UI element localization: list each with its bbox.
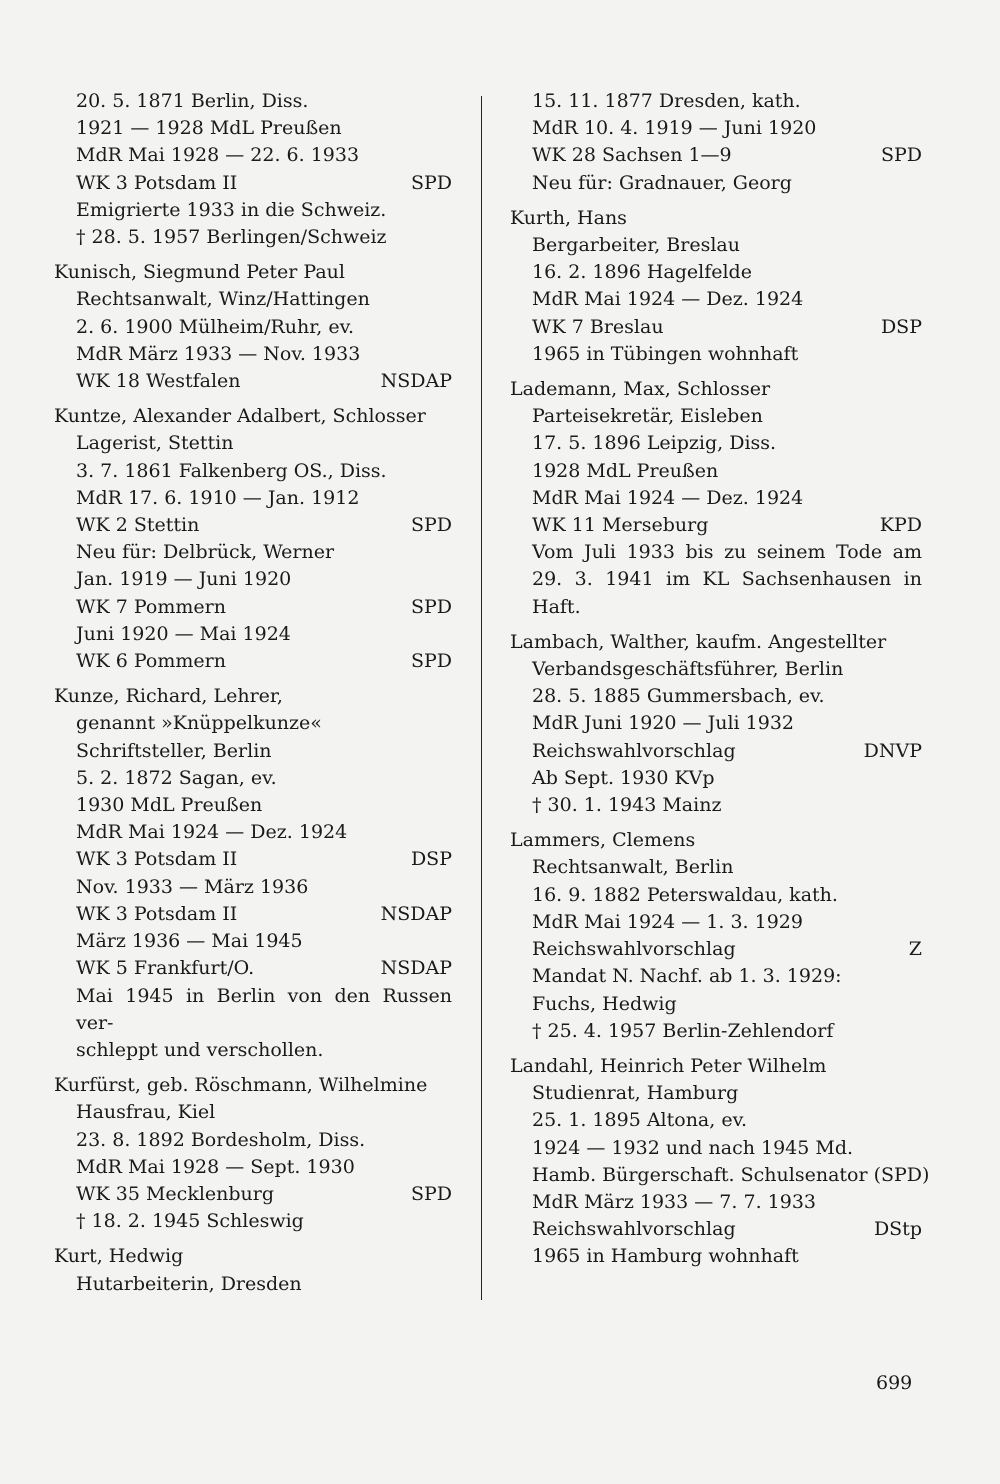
entry-detail-line [510, 88, 922, 115]
entry-detail-line [510, 991, 922, 1018]
entry-detail-line [54, 314, 452, 341]
party-label: SPD [880, 144, 922, 167]
line-text: März 1936 — Mai 1945 [76, 930, 303, 953]
entry-detail-line [54, 983, 452, 1037]
line-text: Mai 1945 in Berlin von den Russen ver- [76, 984, 452, 1034]
line-text: 16. 2. 1896 Hagelfelde [532, 261, 752, 284]
line-text: Rechtsanwalt, Berlin [532, 856, 734, 879]
entry-detail-line [510, 1080, 922, 1107]
line-text: WK 35 Mecklenburg [76, 1182, 275, 1205]
line-text: Schriftsteller, Berlin [76, 739, 272, 762]
party-label: Z [908, 938, 922, 961]
entry-name-line [54, 683, 452, 710]
entry-detail-line [510, 1162, 930, 1189]
entry-detail-line [54, 197, 452, 224]
line-text: schleppt und verschollen. [76, 1038, 324, 1061]
entry-detail-line [510, 341, 922, 368]
line-text: Parteisekretär, Eisleben [532, 405, 763, 428]
line-text: Lademann, Max, Schlosser [510, 378, 771, 401]
entry-detail-line [510, 710, 922, 737]
entry-detail-line [54, 765, 452, 792]
entry-detail-line [510, 286, 922, 313]
line-text: Reichswahlvorschlag [532, 1218, 736, 1241]
biographical-entry [510, 1053, 930, 1271]
party-label: NSDAP [380, 957, 452, 980]
line-text: 2. 6. 1900 Mülheim/Ruhr, ev. [76, 315, 355, 338]
line-text: MdR Mai 1924 — Dez. 1924 [76, 821, 348, 844]
entry-detail-line [510, 882, 922, 909]
entry-detail-line [510, 738, 922, 765]
line-text: † 25. 4. 1957 Berlin-Zehlendorf [532, 1019, 834, 1042]
line-text: MdR März 1933 — Nov. 1933 [76, 342, 361, 365]
line-text: Hutarbeiterin, Dresden [76, 1272, 302, 1295]
line-text: 3. 7. 1861 Falkenberg OS., Diss. [76, 459, 387, 482]
entry-detail-line [510, 594, 922, 621]
line-text: WK 28 Sachsen 1—9 [532, 144, 732, 167]
party-label: SPD [410, 514, 452, 537]
entry-name-line [54, 1243, 452, 1270]
entry-detail-line [510, 656, 922, 683]
entry-detail-line [54, 430, 452, 457]
entry-detail-line [510, 854, 922, 881]
entry-detail-line [510, 232, 922, 259]
entry-detail-line [510, 403, 922, 430]
line-text: WK 7 Breslau [532, 315, 664, 338]
line-text: MdR Mai 1924 — Dez. 1924 [532, 288, 804, 311]
entry-detail-line [54, 874, 452, 901]
entry-detail-line [54, 621, 452, 648]
entry-detail-line [510, 566, 922, 593]
line-text: Landahl, Heinrich Peter Wilhelm [510, 1054, 827, 1077]
entry-detail-line [54, 566, 452, 593]
entry-detail-line [510, 1243, 922, 1270]
line-text: Lambach, Walther, kaufm. Angestellter [510, 630, 887, 653]
line-text: Nov. 1933 — März 1936 [76, 875, 309, 898]
entry-detail-line [54, 955, 452, 982]
line-text: 1924 — 1932 und nach 1945 Md. [532, 1136, 854, 1159]
line-text: 28. 5. 1885 Gummersbach, ev. [532, 685, 825, 708]
left-column [54, 88, 452, 1306]
party-label: DNVP [863, 739, 922, 762]
line-text: Hamb. Bürgerschaft. Schulsenator (SPD) [532, 1163, 930, 1186]
line-text: WK 3 Potsdam II [76, 848, 238, 871]
entry-continuation [510, 88, 922, 197]
entry-detail-line [510, 115, 922, 142]
entry-detail-line [54, 594, 452, 621]
entry-detail-line [510, 259, 922, 286]
line-text: Bergarbeiter, Breslau [532, 234, 740, 257]
entry-detail-line [54, 512, 452, 539]
entry-detail-line [54, 792, 452, 819]
line-text: Kurt, Hedwig [54, 1245, 184, 1268]
entry-detail-line [510, 430, 922, 457]
line-text: Jan. 1919 — Juni 1920 [76, 568, 292, 591]
entry-detail-line [54, 485, 452, 512]
entry-detail-line [510, 512, 922, 539]
entry-detail-line [510, 936, 922, 963]
line-text: MdR Mai 1924 — Dez. 1924 [532, 486, 804, 509]
entry-detail-line [510, 170, 922, 197]
entry-detail-line [510, 485, 922, 512]
entry-name-line [54, 403, 452, 430]
entry-detail-line [510, 792, 922, 819]
entry-name-line [510, 376, 922, 403]
party-label: DSP [880, 315, 922, 338]
line-text: † 30. 1. 1943 Mainz [532, 794, 722, 817]
line-text: MdR Mai 1924 — 1. 3. 1929 [532, 910, 803, 933]
line-text: WK 3 Potsdam II [76, 902, 238, 925]
biographical-entry [54, 1072, 452, 1235]
right-column [510, 88, 930, 1279]
line-text: 23. 8. 1892 Bordesholm, Diss. [76, 1128, 366, 1151]
entry-detail-line [510, 539, 922, 566]
line-text: Lagerist, Stettin [76, 432, 234, 455]
party-label: SPD [410, 650, 452, 673]
line-text: Lammers, Clemens [510, 829, 696, 852]
line-text: WK 6 Pommern [76, 650, 226, 673]
entry-detail-line [54, 1099, 452, 1126]
line-text: Kunisch, Siegmund Peter Paul [54, 261, 345, 284]
line-text: Juni 1920 — Mai 1924 [76, 622, 291, 645]
line-text: 1930 MdL Preußen [76, 794, 263, 817]
line-text: Kuntze, Alexander Adalbert, Schlosser [54, 405, 426, 428]
line-text: Ab Sept. 1930 KVp [532, 766, 715, 789]
entry-detail-line [510, 963, 922, 990]
biographical-entry [54, 1243, 452, 1297]
entry-name-line [54, 259, 452, 286]
entry-detail-line [510, 1189, 922, 1216]
entry-detail-line [54, 738, 452, 765]
entry-detail-line [54, 1037, 452, 1064]
biographical-entry [54, 259, 452, 395]
line-text: WK 18 Westfalen [76, 370, 241, 393]
line-text: 25. 1. 1895 Altona, ev. [532, 1109, 748, 1132]
biographical-entry [510, 205, 922, 368]
line-text: 29. 3. 1941 im KL Sachsenhausen in [532, 568, 922, 591]
entry-detail-line [54, 286, 452, 313]
entry-detail-line [510, 909, 922, 936]
entry-detail-line [54, 846, 452, 873]
line-text: † 28. 5. 1957 Berlingen/Schweiz [76, 226, 387, 249]
biographical-entry [510, 376, 922, 621]
line-text: Reichswahlvorschlag [532, 938, 736, 961]
line-text: 15. 11. 1877 Dresden, kath. [532, 90, 801, 112]
entry-detail-line [510, 1216, 922, 1243]
entry-detail-line [54, 115, 452, 142]
entry-name-line [510, 205, 922, 232]
line-text: 1965 in Tübingen wohnhaft [532, 342, 799, 365]
line-text: Kurth, Hans [510, 206, 627, 229]
line-text: Mandat N. Nachf. ab 1. 3. 1929: [532, 965, 842, 988]
line-text: † 18. 2. 1945 Schleswig [76, 1210, 304, 1233]
line-text: Fuchs, Hedwig [532, 992, 677, 1015]
entry-detail-line [54, 1154, 452, 1181]
line-text: 20. 5. 1871 Berlin, Diss. [76, 90, 309, 112]
party-label: NSDAP [380, 370, 452, 393]
line-text: MdR Mai 1928 — 22. 6. 1933 [76, 144, 360, 167]
line-text: 1921 — 1928 MdL Preußen [76, 117, 342, 140]
line-text: Neu für: Delbrück, Werner [76, 541, 335, 564]
entry-detail-line [54, 1271, 452, 1298]
line-text: MdR Mai 1928 — Sept. 1930 [76, 1155, 355, 1178]
party-label: DStp [873, 1218, 922, 1241]
line-text: Kunze, Richard, Lehrer, [54, 685, 283, 708]
entry-detail-line [510, 314, 922, 341]
line-text: Vom Juli 1933 bis zu seinem Tode am [532, 541, 922, 564]
line-text: Haft. [532, 595, 581, 618]
line-text: MdR März 1933 — 7. 7. 1933 [532, 1190, 816, 1213]
entry-name-line [510, 1053, 922, 1080]
biographical-entry [54, 683, 452, 1064]
entry-name-line [510, 827, 922, 854]
party-label: SPD [410, 1182, 452, 1205]
entry-detail-line [54, 341, 452, 368]
entry-name-line [510, 629, 922, 656]
entry-detail-line [54, 224, 452, 251]
line-text: WK 7 Pommern [76, 595, 226, 618]
entry-detail-line [54, 142, 452, 169]
line-text: 5. 2. 1872 Sagan, ev. [76, 766, 277, 789]
line-text: WK 2 Stettin [76, 514, 200, 537]
party-label: SPD [410, 171, 452, 194]
party-label: SPD [410, 595, 452, 618]
line-text: genannt »Knüppelkunze« [76, 712, 322, 735]
line-text: WK 5 Frankfurt/O. [76, 957, 255, 980]
line-text: Hausfrau, Kiel [76, 1101, 216, 1124]
entry-detail-line [54, 1181, 452, 1208]
entry-detail-line [510, 142, 922, 169]
entry-detail-line [54, 819, 452, 846]
line-text: Neu für: Gradnauer, Georg [532, 171, 792, 194]
entry-detail-line [54, 170, 452, 197]
line-text: 16. 9. 1882 Peterswaldau, kath. [532, 883, 838, 906]
entry-detail-line [54, 648, 452, 675]
entry-detail-line [510, 765, 922, 792]
biographical-entry [510, 629, 922, 819]
line-text: 17. 5. 1896 Leipzig, Diss. [532, 432, 777, 455]
line-text: MdR 17. 6. 1910 — Jan. 1912 [76, 486, 360, 509]
line-text: Rechtsanwalt, Winz/Hattingen [76, 288, 370, 311]
line-text: 1965 in Hamburg wohnhaft [532, 1245, 799, 1268]
entry-detail-line [54, 368, 452, 395]
entry-detail-line [54, 458, 452, 485]
line-text: Reichswahlvorschlag [532, 739, 736, 762]
page-number: 699 [876, 1372, 913, 1394]
line-text: WK 11 Merseburg [532, 514, 709, 537]
entry-detail-line [54, 928, 452, 955]
line-text: MdR Juni 1920 — Juli 1932 [532, 712, 795, 735]
entry-detail-line [54, 901, 452, 928]
party-label: KPD [879, 514, 922, 537]
entry-detail-line [54, 710, 452, 737]
entry-detail-line [54, 539, 452, 566]
line-text: WK 3 Potsdam II [76, 171, 238, 194]
line-text: Kurfürst, geb. Röschmann, Wilhelmine [54, 1074, 428, 1097]
line-text: Verbandsgeschäftsführer, Berlin [532, 658, 844, 681]
entry-detail-line [510, 1107, 922, 1134]
entry-detail-line [54, 1208, 452, 1235]
biographical-entry [510, 827, 922, 1045]
entry-detail-line [510, 1135, 922, 1162]
biographical-entry [54, 403, 452, 675]
entry-detail-line [510, 683, 922, 710]
line-text: MdR 10. 4. 1919 — Juni 1920 [532, 117, 817, 140]
entry-detail-line [510, 458, 922, 485]
party-label: NSDAP [380, 902, 452, 925]
entry-continuation [54, 88, 452, 251]
entry-detail-line [54, 1127, 452, 1154]
line-text: Emigrierte 1933 in die Schweiz. [76, 198, 387, 221]
column-divider [481, 96, 482, 1300]
line-text: Studienrat, Hamburg [532, 1082, 739, 1105]
entry-name-line [54, 1072, 452, 1099]
party-label: DSP [410, 848, 452, 871]
entry-detail-line [510, 1018, 922, 1045]
line-text: 1928 MdL Preußen [532, 459, 719, 482]
entry-detail-line [54, 88, 452, 115]
